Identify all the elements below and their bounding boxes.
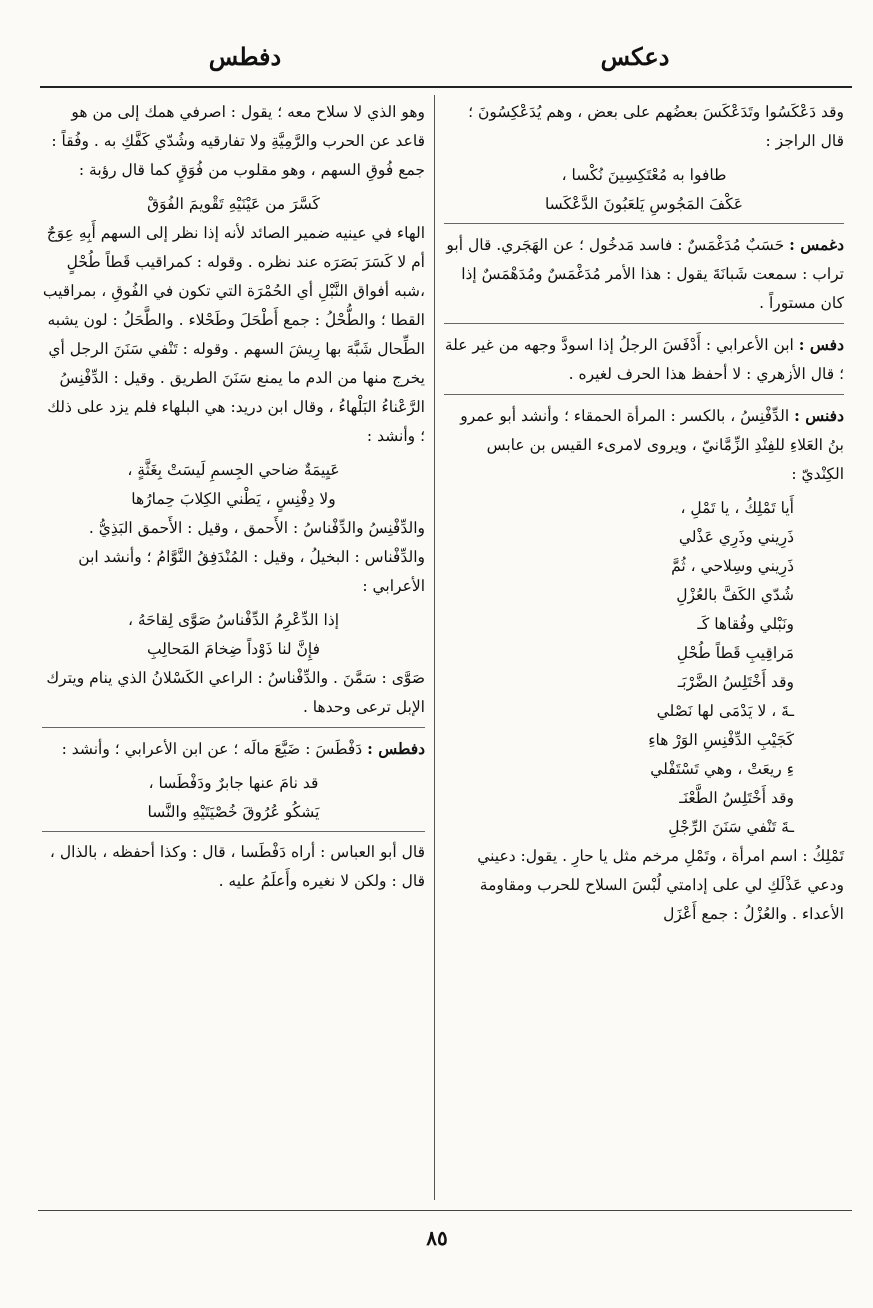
entry-text: صَوَّى : سَمَّنَ . والدِّفْناسُ : الراعي الكَسْلانُ الذي ينام ويترك الإبل ترعى وحدها . <box>46 669 425 716</box>
entry-text: قال أبو العباس : أراه دَفْطَسا ، قال : وكذا أحفظه ، بالذال ، قال : ولكن لا نغيره وأَعلَمُ عليه . <box>49 843 425 890</box>
entry-dftas <box>42 734 425 764</box>
footer-rule <box>38 1210 852 1211</box>
entry-separator <box>42 831 425 832</box>
headword: دغمس : <box>789 235 844 254</box>
verse-line: وقد أَخْتَلِسُ الطَّعْنَـ <box>679 789 794 807</box>
entry-dghms <box>444 230 844 318</box>
verse-line: ذَرِيني وسِلاحي ، ثُمَّ <box>671 557 794 575</box>
verse-line: أَيا تَمْلِكُ ، يا تَمْلِ ، <box>680 499 794 517</box>
left-column <box>42 98 425 901</box>
verse-line: كَجَيْبِ الدِّفْنِسِ الوَرْ هاءِ <box>648 731 794 749</box>
verse-line: قد نامَ عنها جابرٌ ودَفْطَسا ، <box>148 774 319 792</box>
verse-line: ونَبْلي وفُقاها كَـ <box>697 615 794 633</box>
verse-line: مَراقِيبِ قَطاً طُحْلِ <box>676 644 794 662</box>
verse-line: وقد أَخْتَلِسُ الضَّرْبَـ <box>677 673 794 691</box>
verse-line: طافوا به مُعْتَكِسِينَ نُكْسا ، <box>561 166 727 184</box>
entry-text: الدِّفْنِسُ ، بالكسر : المرأة الحمقاء ؛ وأنشد أبو عمرو بنُ العَلاءِ للفِنْدِ الزِّمَّانيّ ، ويروى لامرىء القيس بن عابس الكِنْديّ : <box>460 407 844 483</box>
entry-text: والدِّفْنِسُ والدِّفْناسُ : الأَحمق ، وقيل : الأَحمق البَذِيُّ . والدِّفْناس : البخيلُ ، وقيل : المُنْدَفِقُ النَّوَّامُ ؛ وأنشد ابن الأعرابي : <box>78 519 425 595</box>
header-rule <box>40 86 852 88</box>
entry-separator <box>444 323 844 324</box>
verse-line: إذا الدِّعْرِمُ الدِّفْناسُ صَوَّى لِقاحَهُ ، <box>127 611 340 629</box>
entry-text: حَسَبٌ مُدَغْمَسٌ : فاسد مَدخُول ؛ عن الهَجَري. قال أبو تراب : سمعت شَبانَةَ يقول : هذا الأمر مُدَغْمَسٌ ومُدَهْمَسٌ إذا كان مستوراً . <box>446 236 844 312</box>
headword: دفنس : <box>794 406 844 425</box>
verse-line: فإِنَّ لنا ذَوْداً ضِخامَ المَحالِبِ <box>146 640 321 658</box>
entry-dfns <box>444 401 844 489</box>
verse-line: شُدّي الكَفَّ بالعُزْلِ <box>676 586 794 604</box>
running-header-right: دعكس <box>600 42 670 71</box>
entry-text: الهاء في عينيه ضمير الصائد لأنه إذا نظر إلى السهم أَبِهِ عِوَجٌ أم لا كَسَرَ بَصَرَه عند نظره . وقوله : كمراقيب قَطاً طُحْلٍ ،شبه أفواق النَّبْلِ أي الحُمْرَة التي تكون في الفُوقِ ، بمراقيب القطا ؛ والطُّحْلُ : جمع أَطْحَلَ وطَحْلاء . والطَّحَلُ : لون يشبه الطِّحال شَبَّهَ بها رِيشَ السهم . وقوله : تَنْفي سَنَنَ الرجل أي يخرج منها من الدم ما يمنع سَنَنَ الطريق . وقيل : الدِّفْنِسُ الرَّعْناءُ البَلْهاءُ ، وقال ابن دريد: هي البلهاء فلم يزد على ذلك ؛ وأنشد : <box>42 224 425 445</box>
verse-line: ـةَ ، لا يَدْمَى لها نَصْلي <box>656 702 794 720</box>
page-number: ٨٥ <box>426 1226 448 1250</box>
right-column <box>444 98 844 934</box>
entry-text: وقد دَعْكَسُوا وتَدَعْكَسَ بعضُهم على بعض ، وهم يُدَعْكِسُونَ ؛ قال الراجز : <box>468 103 844 150</box>
verse-line: ولا دِفْنِسٍ ، يَطْني الكِلابَ حِمارُها <box>131 490 336 508</box>
verse-line: عَكْفَ المَجُوسِ يَلعَبُونَ الدَّعْكَسا <box>544 195 744 213</box>
entry-text: دَفْطَسَ : ضَيَّعَ مالَه ؛ عن ابن الأعرابي ؛ وأنشد : <box>61 740 363 758</box>
headword: دفس : <box>798 335 844 354</box>
column-divider <box>434 95 435 1200</box>
entry-text: تَمْلِكُ : اسم امرأة ، وتَمْلِ مرخم مثل يا حارِ . يقول: دعيني ودعي عَذْلَكِ لي على إدامتي لُبْسَ السلاح للحرب ومقاومة الأعداء . والعُزْلُ : جمع أَعْزَل <box>477 847 844 923</box>
running-header-left: دفطس <box>208 42 282 71</box>
verse-line: ـةَ تَنْفي سَنَنَ الرِّجْلِ <box>668 818 794 836</box>
verse-line: ذَرِيني وذَرِي عَذْلي <box>678 528 794 546</box>
verse-line: يَشكُو عُرُوقَ خُصْيَتَيْهِ والنَّسا <box>147 803 320 821</box>
verse-line: كَسَّرَ من عَيْنَيْهِ تَقْويمَ الفُوَقْ <box>147 195 320 213</box>
entry-separator <box>444 394 844 395</box>
verse-line: ءِ ريعَتْ ، وهي تَسْتَفْلي <box>650 760 794 778</box>
entry-dfs <box>444 330 844 389</box>
entry-text: وهو الذي لا سلاح معه ؛ يقول : اصرفي همك إلى من هو قاعد عن الحرب والرَّمِيَّةِ ولا تفارقيه وشُدّي كَفَّكِ به . وفُقاً : جمع فُوقِ السهم ، وهو مقلوب من فُوَقٍ كما قال رؤبة : <box>51 103 425 179</box>
entry-text: ابن الأعرابي : أَدْفَسَ الرجلُ إذا اسودَّ وجهه من غير علة ؛ قال الأزهري : لا أحفظ هذا الحرف لغيره . <box>444 336 844 383</box>
entry-separator <box>42 727 425 728</box>
verse-line: عَيِيمَةٌ ضاحي الجِسمِ لَيسَتْ بِغَثَّةٍ ، <box>127 461 340 479</box>
headword: دفطس : <box>367 739 425 758</box>
entry-separator <box>444 223 844 224</box>
